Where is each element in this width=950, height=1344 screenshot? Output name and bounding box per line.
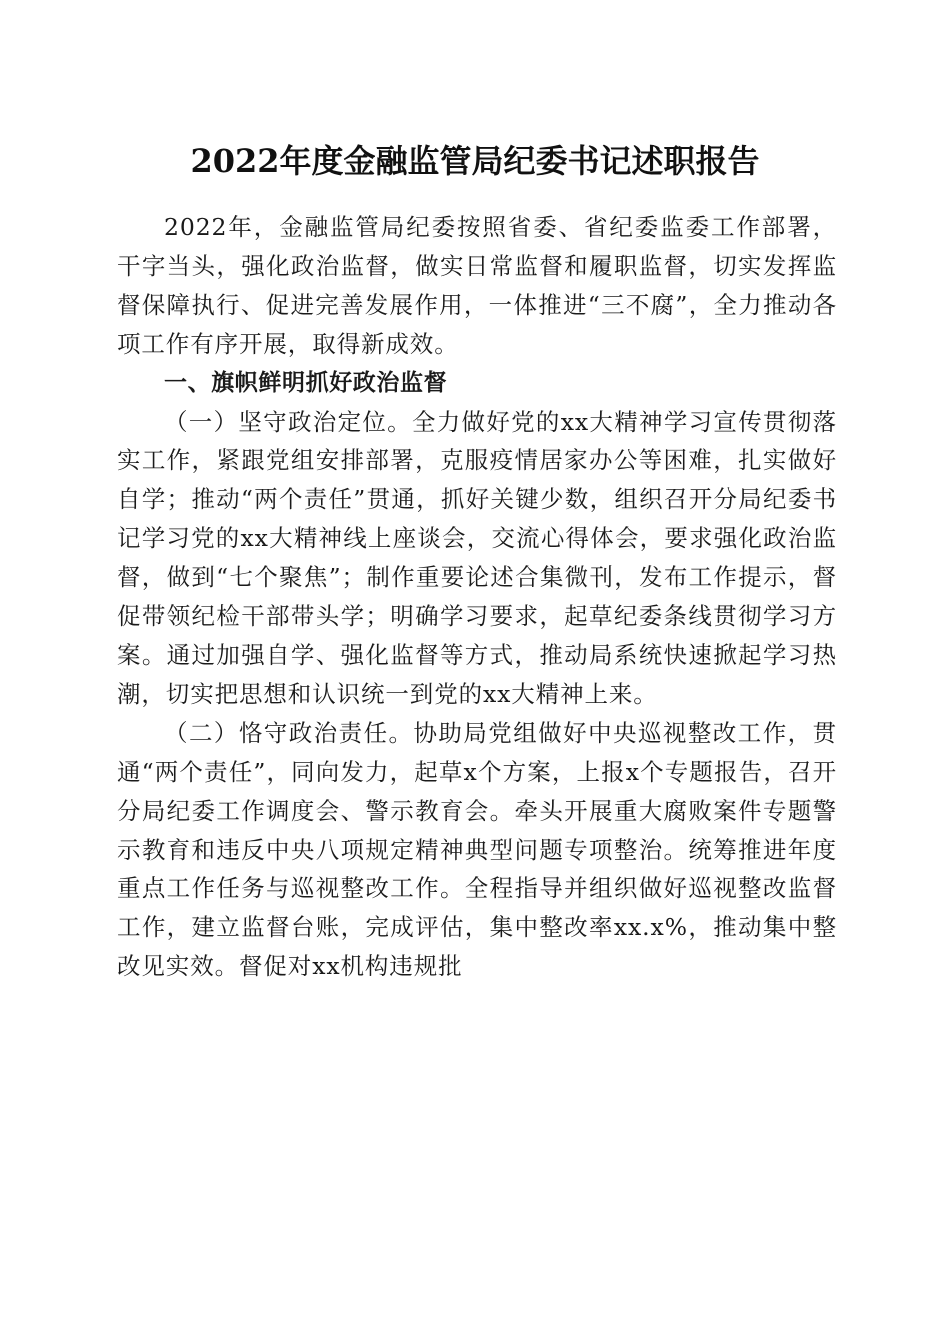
document-title: 2022年度金融监管局纪委书记述职报告: [190, 142, 760, 180]
paragraph-political-positioning: （一）坚守政治定位。全力做好党的xx大精神学习宣传贯彻落实工作，紧跟党组安排部署，克服疫情居家办公等困难，扎实做好自学；推动“两个责任”贯通，抓好关键少数，组织召开分局纪委书记学习党的xx大精神线上座谈会，交流心得体会，要求强化政治监督，做到“七个聚焦”；制作重要论述合集微刊，发布工作提示，督促带领纪检干部带头学；明确学习要求，起草纪委条线贯彻学习方案。通过加强自学、强化监督等方式，推动局系统快速掀起学习热潮，切实把思想和认识统一到党的xx大精神上来。: [117, 407, 837, 708]
section-heading: 一、旗帜鲜明抓好政治监督: [164, 369, 448, 396]
paragraph-political-responsibility: （二）恪守政治责任。协助局党组做好中央巡视整改工作，贯通“两个责任”，同向发力，起草x个方案，上报x个专题报告，召开分局纪委工作调度会、警示教育会。牵头开展重大腐败案件专题警示教育和违反中央八项规定精神典型问题专项整治。统筹推进年度重点工作任务与巡视整改工作。全程指导并组织做好巡视整改监督工作，建立监督台账，完成评估，集中整改率xx.x%，推动集中整改见实效。督促对xx机构违规批: [117, 718, 837, 981]
document-body: [117, 208, 837, 986]
intro-paragraph: 2022年，金融监管局纪委按照省委、省纪委监委工作部署，干字当头，强化政治监督，做实日常监督和履职监督，切实发挥监督保障执行、促进完善发展作用，一体推进“三不腐”，全力推动各项工作有序开展，取得新成效。: [117, 213, 837, 358]
